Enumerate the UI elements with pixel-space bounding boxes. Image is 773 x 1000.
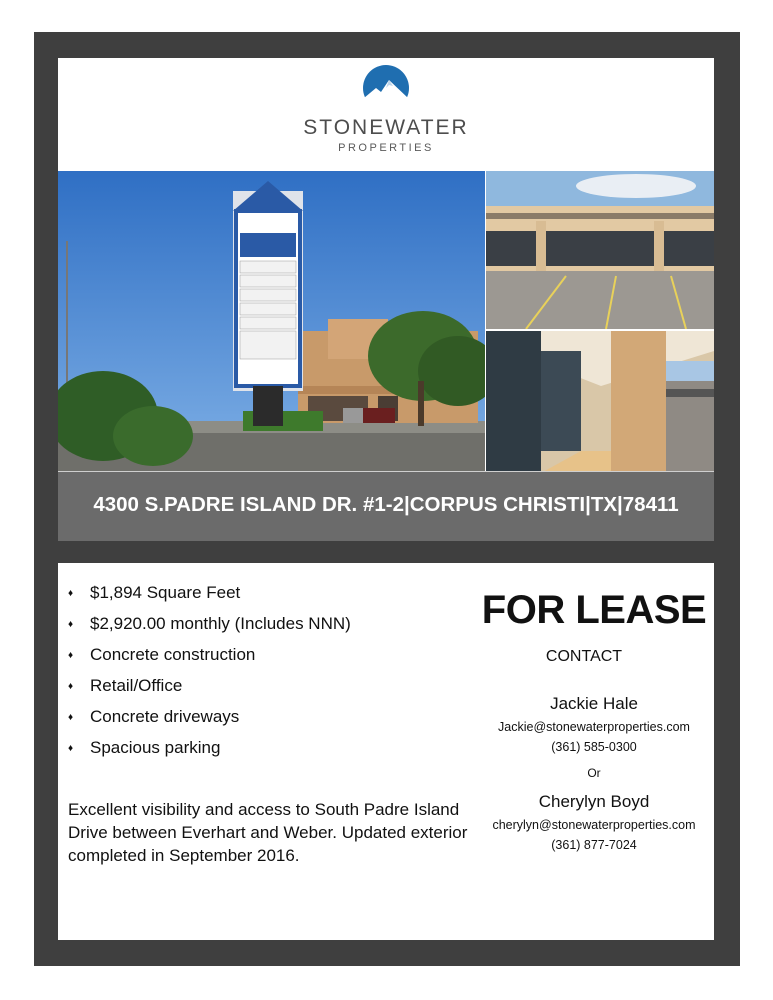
list-item: ♦ Spacious parking <box>68 738 221 757</box>
banner-shadow <box>58 541 714 563</box>
contact-name: Cherylyn Boyd <box>538 792 650 811</box>
covered-walkway-photo <box>486 331 714 473</box>
diamond-bullet-icon: ♦ <box>68 650 74 661</box>
logo-subtitle: PROPERTIES <box>338 142 434 154</box>
or-separator: Or <box>587 766 601 780</box>
property-photos <box>58 171 714 473</box>
property-description: Excellent visibility and access to South Padre Island Drive between Everhart and Weber. Updated exterior completed in September 2016. <box>68 800 468 865</box>
storefront-pylon-sign-photo <box>58 171 485 473</box>
contact-name: Jackie Hale <box>550 694 638 713</box>
contact-email-link[interactable]: Jackie@stonewaterproperties.com <box>498 720 690 734</box>
diamond-bullet-icon: ♦ <box>68 588 74 599</box>
property-address: 4300 S.PADRE ISLAND DR. #1-2|CORPUS CHRISTI|TX|78411 <box>93 493 679 516</box>
contact-phone[interactable]: (361) 585-0300 <box>551 740 637 754</box>
diamond-bullet-icon: ♦ <box>68 681 74 692</box>
contact-email-link[interactable]: cherylyn@stonewaterproperties.com <box>492 818 696 832</box>
retail-facade-parking-photo <box>486 171 714 329</box>
feature-list <box>68 583 351 769</box>
diamond-bullet-icon: ♦ <box>68 712 74 723</box>
company-logo <box>296 64 476 160</box>
diamond-bullet-icon: ♦ <box>68 619 74 630</box>
list-item: ♦ Concrete driveways <box>68 707 240 726</box>
list-item: ♦ $1,894 Square Feet <box>68 583 241 602</box>
list-item: ♦ Concrete construction <box>68 645 256 664</box>
logo-wordmark: STONEWATER <box>303 116 469 139</box>
mountain-logo-icon <box>362 64 410 112</box>
list-item: ♦ $2,920.00 monthly (Includes NNN) <box>68 614 351 633</box>
list-item: ♦ Retail/Office <box>68 676 183 695</box>
flyer-page <box>58 58 714 940</box>
address-banner <box>58 471 714 542</box>
contact-phone[interactable]: (361) 877-7024 <box>551 838 637 852</box>
contact-panel <box>474 588 714 852</box>
diamond-bullet-icon: ♦ <box>68 743 74 754</box>
contact-label: CONTACT <box>545 648 623 665</box>
for-lease-heading: FOR LEASE <box>481 588 707 632</box>
